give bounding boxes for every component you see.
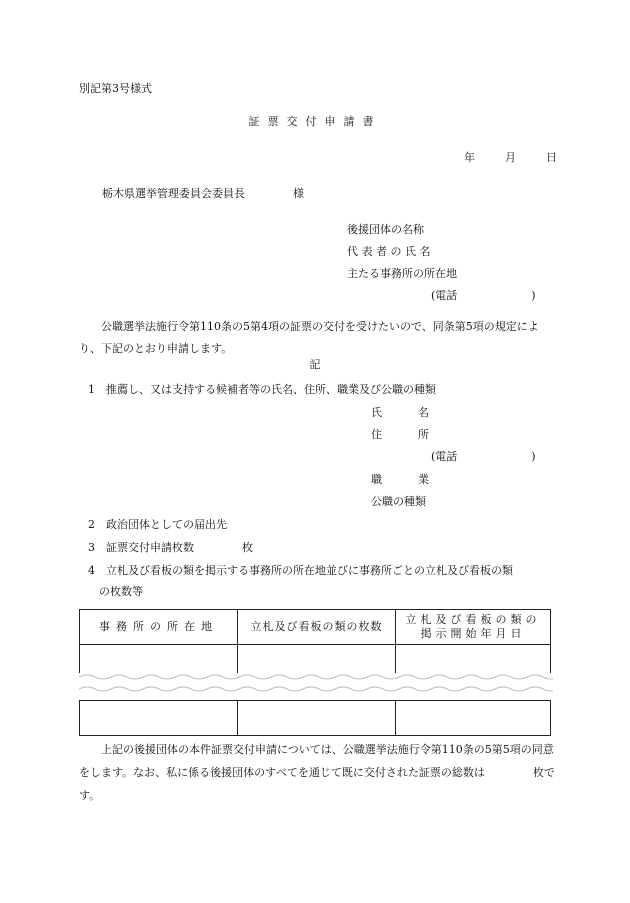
- phone-close: ): [531, 450, 536, 463]
- item-3-text: 3 証票交付申請枚数: [88, 541, 194, 554]
- job-char-a: 職: [371, 473, 382, 486]
- office-location-label: 主たる事務所の所在地: [347, 267, 457, 280]
- recipient: [102, 187, 304, 201]
- table-omission-break: [79, 673, 553, 693]
- phone-open: (電話: [431, 289, 458, 302]
- intro-paragraph: 公職選挙法施行令第110条の5第4項の証票の交付を受けたいので、同条第5項の規定により、下記のとおり申請します。: [79, 320, 539, 355]
- document-title: 証票交付申請書: [248, 115, 382, 128]
- date-year: 年: [464, 151, 475, 164]
- form-label: 別記第3号様式: [79, 82, 152, 95]
- header-sign-count: 立札及び看板の類の枚数: [238, 610, 396, 645]
- applicant-phone: [431, 289, 536, 303]
- header-office-location: 事務所の所在地: [80, 610, 238, 645]
- item-3-unit: 枚: [242, 541, 253, 554]
- header-start-date-line2: 掲示開始年月日: [420, 627, 526, 640]
- candidate-name: [371, 406, 429, 420]
- name-char-a: 氏: [371, 406, 382, 419]
- item-4-line1: 4 立札及び看板の類を掲示する事務所の所在地並びに事務所ごとの立札及び看板の類: [88, 564, 513, 577]
- candidate-address: [371, 428, 429, 442]
- table-cell[interactable]: [80, 701, 238, 736]
- name-char-b: 名: [418, 406, 429, 419]
- candidate-job: [371, 473, 429, 487]
- closing-text: 上記の後援団体の本件証票交付申請については、公職選挙法施行令第110条の5第5項の同意をします。なお、私に係る後援団体のすべてを通じて既に交付された証票の総数は: [79, 743, 554, 779]
- item-1: 1 推薦し、又は支持する候補者等の氏名、住所、職業及び公職の種類: [88, 383, 436, 396]
- table-cell[interactable]: [396, 701, 551, 736]
- date-row: [464, 151, 557, 165]
- closing-paragraph: [79, 738, 559, 807]
- item-4-line2: の枚数等: [99, 585, 143, 598]
- phone-close: ): [531, 289, 536, 302]
- table-cell[interactable]: [238, 701, 396, 736]
- date-month: 月: [505, 151, 516, 164]
- office-type-label: 公職の種類: [371, 495, 426, 508]
- job-char-b: 業: [418, 473, 429, 486]
- date-day: 日: [546, 151, 557, 164]
- phone-open: (電話: [431, 450, 458, 463]
- rep-name-label: 代 表 者 の 氏 名: [347, 245, 431, 258]
- address-char-b: 所: [418, 428, 429, 441]
- org-name-label: 後援団体の名称: [347, 223, 424, 236]
- ki-heading: 記: [309, 358, 321, 371]
- table-row: [80, 701, 551, 736]
- recipient-name: 栃木県選挙管理委員会委員長: [102, 187, 245, 200]
- header-start-date: [396, 610, 551, 645]
- recipient-honorific: 様: [293, 187, 304, 200]
- candidate-phone: [431, 450, 536, 464]
- header-start-date-line1: 立札及び看板の類の: [405, 613, 541, 626]
- item-3: [88, 541, 253, 555]
- table-header-row: [80, 610, 551, 645]
- item-2: 2 政治団体としての届出先: [88, 518, 227, 531]
- closing-count-unit: 枚です。: [79, 766, 555, 802]
- address-char-a: 住: [371, 428, 382, 441]
